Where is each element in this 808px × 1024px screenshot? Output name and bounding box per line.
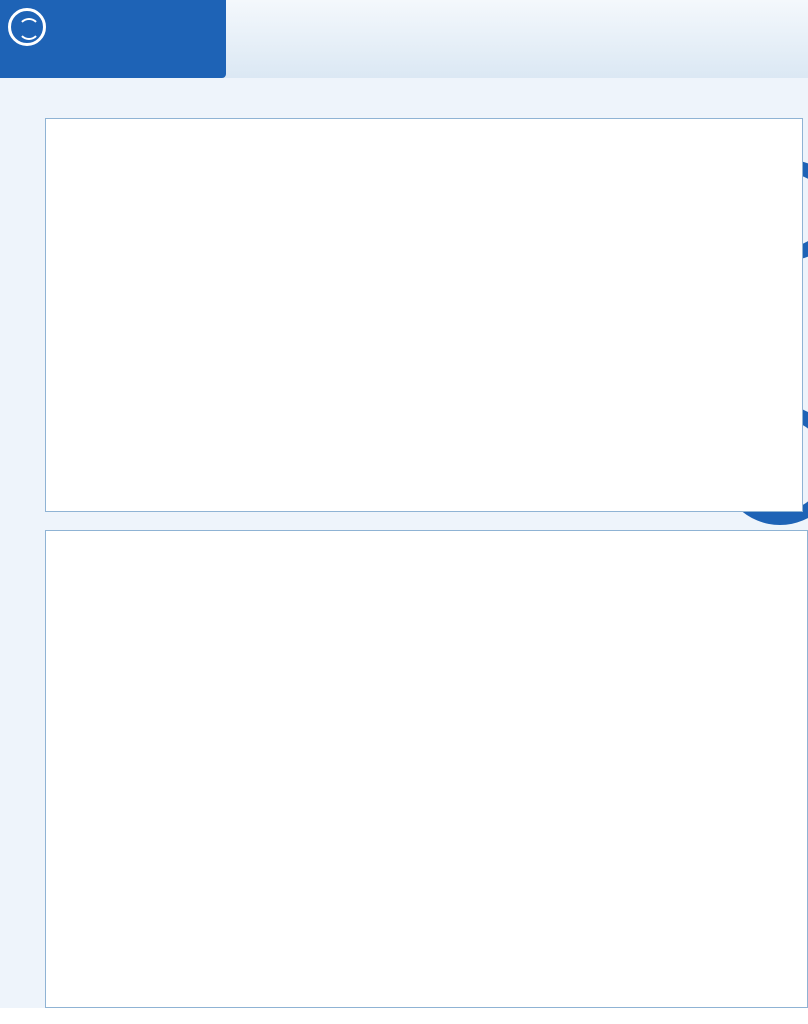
brand-band [0,0,226,78]
header-banner [0,0,808,78]
footer-bar [0,1008,808,1024]
china-mobile-logo-icon [8,8,46,46]
region-list [45,530,808,1008]
number-segment-table [45,118,803,512]
